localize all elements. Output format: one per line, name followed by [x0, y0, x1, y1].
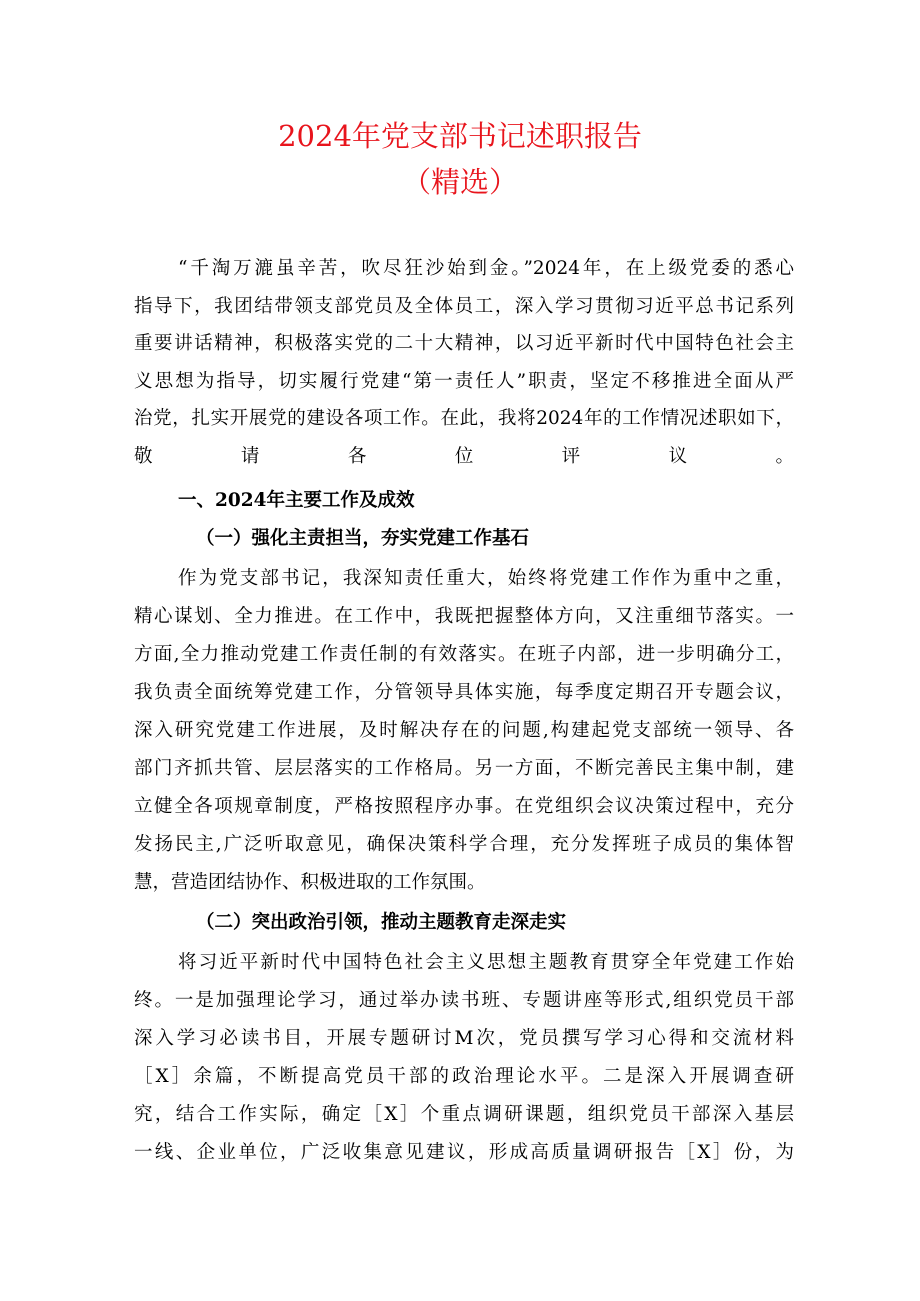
body-line: 究，结合工作实际，确定［X］个重点调研课题，组织党员干部深入基层	[134, 1104, 794, 1125]
section-heading: 一、2024年主要工作及成效	[178, 490, 415, 511]
intro-line: 指导下，我团结带领支部党员及全体员工，深入学习贯彻习近平总书记系列	[134, 296, 794, 317]
body-line: 将习近平新时代中国特色社会主义思想主题教育贯穿全年党建工作始	[178, 952, 794, 973]
body-line: 深入学习必读书目，开展专题研讨M次，党员撰写学习心得和交流材料	[134, 1028, 794, 1049]
intro-line: 敬请各位评议。	[134, 446, 794, 467]
document-subtitle: （精选）	[401, 165, 518, 199]
intro-line: 治党，扎实开展党的建设各项工作。在此，我将2024年的工作情况述职如下，	[134, 408, 794, 429]
body-line: 发扬民主,广泛听取意见，确保决策科学合理，充分发挥班子成员的集体智	[134, 834, 794, 855]
subsection-heading: （二）突出政治引领，推动主题教育走深走实	[196, 912, 567, 933]
body-line: 精心谋划、全力推进。在工作中，我既把握整体方向，又注重细节落实。一	[134, 606, 794, 627]
body-line: ［X］余篇，不断提高党员干部的政治理论水平。二是深入开展调查研	[134, 1066, 794, 1087]
body-line: 终。一是加强理论学习，通过举办读书班、专题讲座等形式,组织党员干部	[134, 990, 794, 1011]
body-line: 立健全各项规章制度，严格按照程序办事。在党组织会议决策过程中，充分	[134, 796, 794, 817]
body-line: 作为党支部书记，我深知责任重大，始终将党建工作作为重中之重，	[178, 568, 794, 589]
intro-line: “千淘万漉虽辛苦，吹尽狂沙始到金。”2024年，在上级党委的悉心	[178, 258, 794, 279]
body-line: 方面,全力推动党建工作责任制的有效落实。在班子内部，进一步明确分工，	[134, 644, 794, 665]
body-line: 慧，营造团结协作、积极进取的工作氛围。	[134, 872, 486, 893]
intro-line: 义思想为指导，切实履行党建“第一责任人”职责，坚定不移推进全面从严	[134, 371, 794, 392]
document-title: 2024年党支部书记述职报告	[278, 119, 642, 153]
body-line: 我负责全面统筹党建工作，分管领导具体实施，每季度定期召开专题会议，	[134, 682, 794, 703]
intro-line: 重要讲话精神，积极落实党的二十大精神，以习近平新时代中国特色社会主	[134, 333, 794, 354]
subsection-heading: （一）强化主责担当，夯实党建工作基石	[196, 528, 530, 549]
body-line: 深入研究党建工作进展，及时解决存在的问题,构建起党支部统一领导、各	[134, 720, 794, 741]
body-line: 一线、企业单位，广泛收集意见建议，形成高质量调研报告［X］份，为	[134, 1142, 794, 1163]
body-line: 部门齐抓共管、层层落实的工作格局。另一方面，不断完善民主集中制，建	[134, 758, 794, 779]
